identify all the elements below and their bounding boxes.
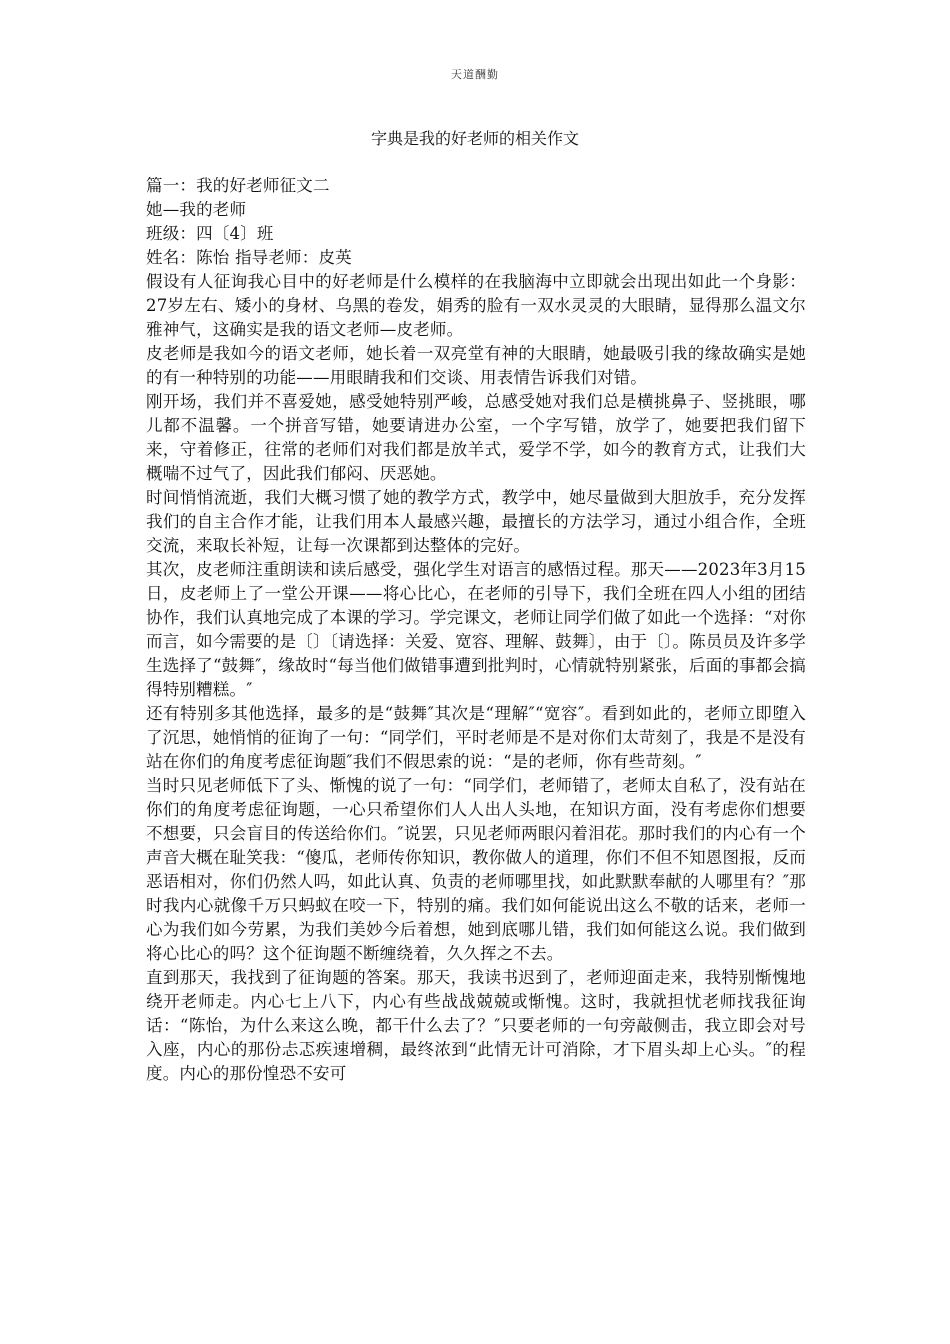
paragraph: 刚开场，我们并不喜爱她，感受她特别严峻，总感受她对我们总是横挑鼻子、竖挑眼，哪儿都不温馨。一个拼音写错，她要请进办公室，一个字写错，放学了，她要把我们留下来，守着修正，往常的老师们对我们都是放羊式，爱学不学，如今的教育方式，让我们大概喘不过气了，因此我们郁闷、厌恶她。 bbox=[146, 392, 806, 483]
paragraph: 当时只见老师低下了头、惭愧的说了一句：“同学们，老师错了，老师太自私了，没有站在你们的角度考虑征询题，一心只希望你们人人出人头地，在知识方面，没有考虑你们想要不想要，只会盲目的传送给你们。″说罢，只见老师两眼闪着泪花。那时我们的内心有一个声音大概在耻笑我：“傻瓜，老师传你知识，教你做人的道理，你们不但不知恩图报，反而恶语相对，你们仍然人吗，如此认真、负责的老师哪里找，如此默默奉献的人哪里有？″那时我内心就像千万只蚂蚁在咬一下，特别的痛。我们如何能说出这么不敬的话来，老师一心为我们如今劳累，为我们美妙今后着想，她到底哪儿错，我们如何能这么说。我们做到将心比心的吗？这个征询题不断缠绕着，久久挥之不去。 bbox=[146, 776, 806, 963]
page-header: 天道酬勤 bbox=[451, 68, 499, 81]
author-line: 姓名：陈怡 指导老师：皮英 bbox=[146, 248, 352, 267]
paragraph: 其次，皮老师注重朗读和读后感受，强化学生对语言的感悟过程。那天——2023年3月15日，皮老师上了一堂公开课——将心比心，在老师的引导下，我们全班在四人小组的团结协作，我们认真地完成了本课的学习。学完课文，老师让同学们做了如此一个选择：“对你而言，如今需要的是〔〕〔请选择：关爱、宽容、理解、鼓舞〕，由于〔〕。陈员员及许多学生选择了“鼓舞″，缘故时“每当他们做错事遭到批判时，心情就特别紧张，后面的事都会搞得特别糟糕。″ bbox=[146, 560, 806, 699]
class-line: 班级：四〔4〕班 bbox=[146, 224, 274, 243]
paragraph: 假设有人征询我心目中的好老师是什么模样的在我脑海中立即就会出现出如此一个身影：27岁左右、矮小的身材、乌黑的卷发，娟秀的脸有一双水灵灵的大眼睛，显得那么温文尔雅神气，这确实是我的语文老师—皮老师。 bbox=[146, 272, 806, 339]
paragraph: 直到那天，我找到了征询题的答案。那天，我读书迟到了，老师迎面走来，我特别惭愧地绕开老师走。内心七上八下，内心有些战战兢兢或惭愧。这时，我就担忧老师找我征询话：“陈怡，为什么来这么晚，都干什么去了？″只要老师的一句旁敲侧击，我立即会对号入座，内心的那份忐忑疾速增稠，最终浓到“此情无计可消除，才下眉头却上心头。″的程度。内心的那份惶恐不安可 bbox=[146, 968, 806, 1083]
essay-title: 她—我的老师 bbox=[146, 200, 247, 219]
paragraph: 还有特别多其他选择，最多的是“鼓舞″其次是“理解″“宽容″。看到如此的，老师立即堕入了沉思，她悄悄的征询了一句：“同学们，平时老师是不是对你们太苛刻了，我是不是没有站在你们的角度考虑征询题″我们不假思索的说：“是的老师，你有些苛刻。″ bbox=[146, 704, 806, 771]
paragraph: 皮老师是我如今的语文老师，她长着一双亮堂有神的大眼睛，她最吸引我的缘故确实是她的有一种特别的功能——用眼睛我和们交谈、用表情告诉我们对错。 bbox=[146, 344, 806, 387]
section-heading: 篇一：我的好老师征文二 bbox=[146, 176, 330, 195]
paragraph: 时间悄悄流逝，我们大概习惯了她的教学方式，教学中，她尽量做到大胆放手，充分发挥我们的自主合作才能，让我们用本人最感兴趣，最擅长的方法学习，通过小组合作，全班交流，来取长补短，让每一次课都到达整体的完好。 bbox=[146, 488, 806, 555]
document-title: 字典是我的好老师的相关作文 bbox=[370, 129, 579, 148]
document-body bbox=[146, 174, 806, 1086]
